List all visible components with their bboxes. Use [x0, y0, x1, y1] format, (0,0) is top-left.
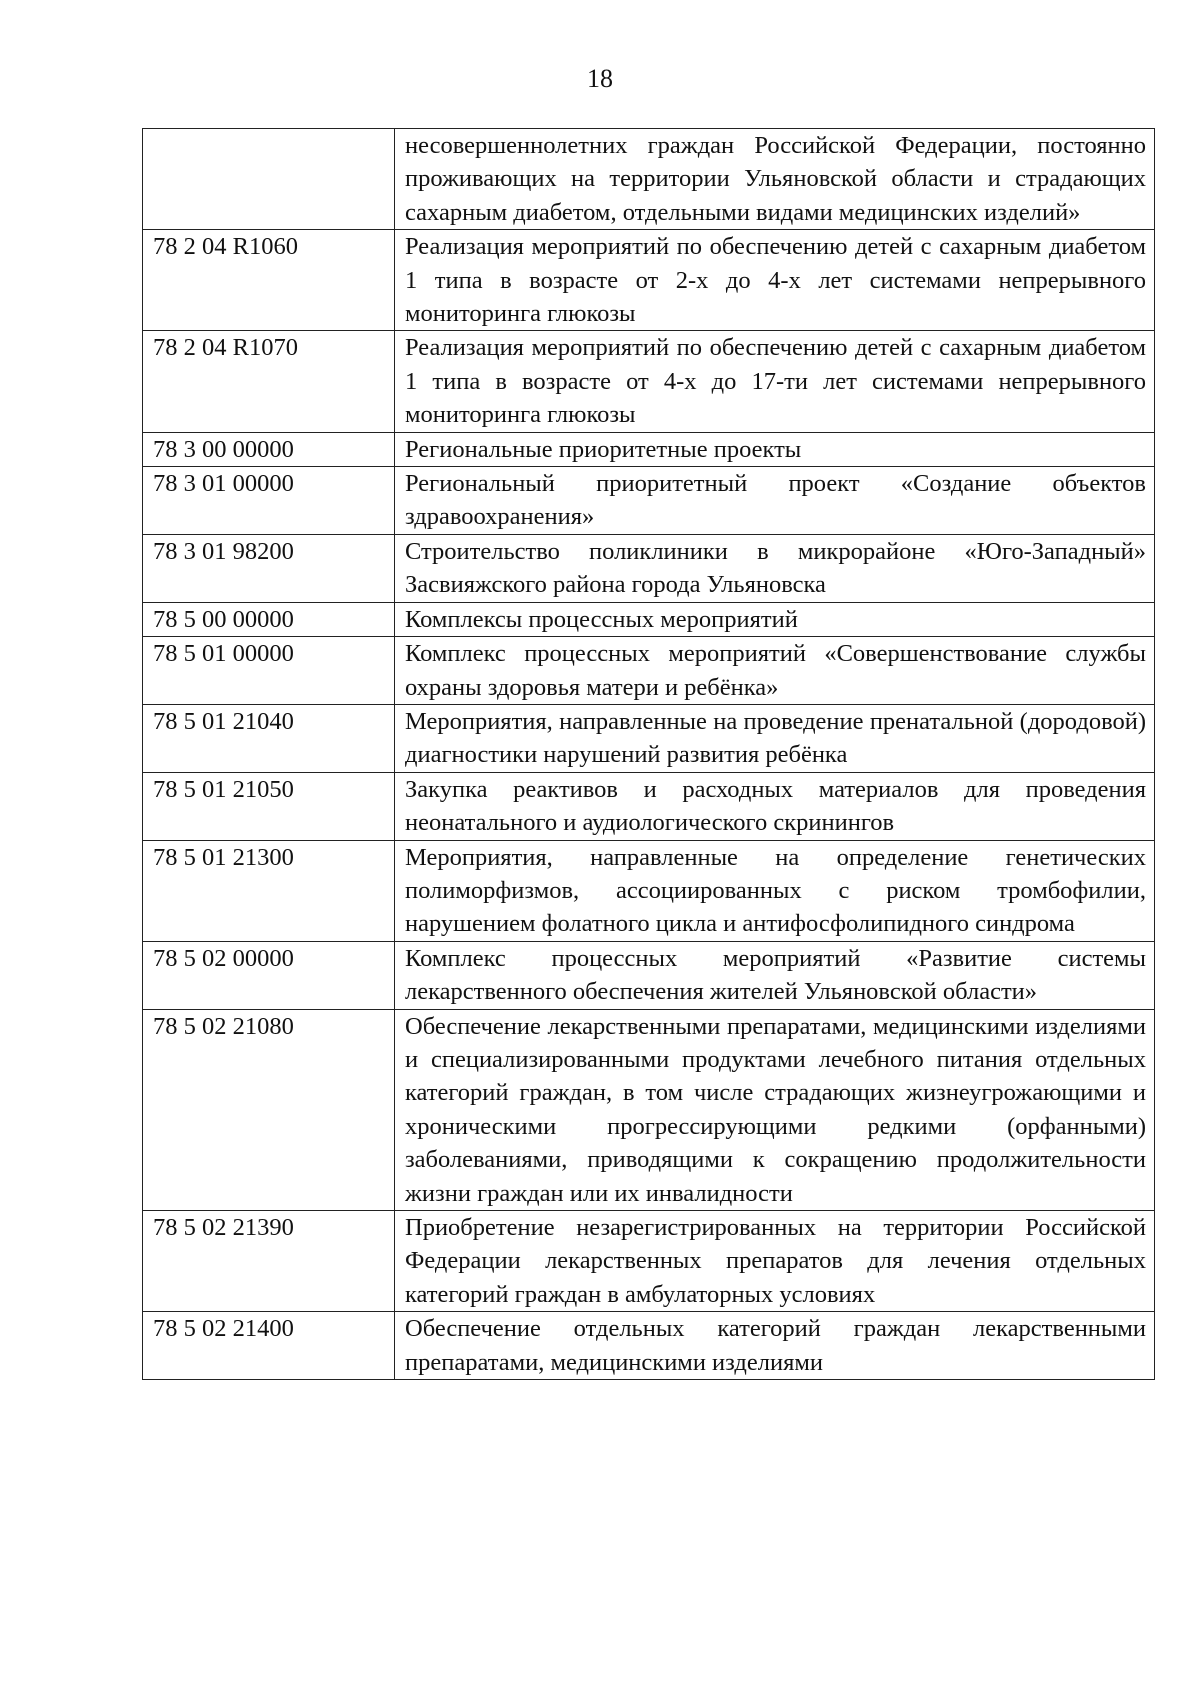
budget-code-table: [142, 128, 1155, 1380]
description-cell: несовершеннолетних граждан Российской Федерации, постоянно проживающих на территории Ульяновской области и страдающих сахарным диабетом, отдельными видами медицинских изделий»: [395, 129, 1155, 230]
table-row: [143, 432, 1155, 466]
table-body: [143, 129, 1155, 1380]
code-cell: 78 5 02 21080: [143, 1009, 395, 1210]
description-cell: Комплексы процессных мероприятий: [395, 602, 1155, 636]
description-cell: Строительство поликлиники в микрорайоне «Юго-Западный» Засвияжского района города Ульяновска: [395, 534, 1155, 602]
description-cell: Региональный приоритетный проект «Создание объектов здравоохранения»: [395, 467, 1155, 535]
description-cell: Мероприятия, направленные на определение генетических полиморфизмов, ассоциированных с риском тромбофилии, нарушением фолатного цикла и антифосфолипидного синдрома: [395, 840, 1155, 941]
code-cell: 78 5 02 00000: [143, 941, 395, 1009]
table-row: [143, 704, 1155, 772]
code-cell: 78 3 01 98200: [143, 534, 395, 602]
description-cell: Обеспечение отдельных категорий граждан лекарственными препаратами, медицинскими изделиями: [395, 1312, 1155, 1380]
code-cell: 78 5 01 21040: [143, 704, 395, 772]
table-row: [143, 1211, 1155, 1312]
table-row: [143, 772, 1155, 840]
table-row: [143, 1009, 1155, 1210]
description-cell: Закупка реактивов и расходных материалов для проведения неонатального и аудиологического скринингов: [395, 772, 1155, 840]
description-cell: Приобретение незарегистрированных на территории Российской Федерации лекарственных препаратов для лечения отдельных категорий граждан в амбулаторных условиях: [395, 1211, 1155, 1312]
code-cell: 78 2 04 R1070: [143, 331, 395, 432]
description-cell: Реализация мероприятий по обеспечению детей с сахарным диабетом 1 типа в возрасте от 2-х до 4-х лет системами непрерывного мониторинга глюкозы: [395, 230, 1155, 331]
table-row: [143, 467, 1155, 535]
description-cell: Обеспечение лекарственными препаратами, медицинскими изделиями и специализированными продуктами лечебного питания отдельных категорий граждан, в том числе страдающих жизнеугрожающими и хроническими прогрессирующими редкими (орфанными) заболеваниями, приводящими к сокращению продолжительности жизни граждан или их инвалидности: [395, 1009, 1155, 1210]
code-cell: 78 5 01 00000: [143, 637, 395, 705]
code-cell: 78 5 00 00000: [143, 602, 395, 636]
code-cell: 78 5 01 21050: [143, 772, 395, 840]
table-row: [143, 331, 1155, 432]
code-cell: 78 5 01 21300: [143, 840, 395, 941]
code-cell: 78 5 02 21390: [143, 1211, 395, 1312]
code-cell: 78 3 01 00000: [143, 467, 395, 535]
code-cell: 78 2 04 R1060: [143, 230, 395, 331]
code-cell: [143, 129, 395, 230]
description-cell: Комплекс процессных мероприятий «Развитие системы лекарственного обеспечения жителей Ульяновской области»: [395, 941, 1155, 1009]
description-cell: Региональные приоритетные проекты: [395, 432, 1155, 466]
description-cell: Мероприятия, направленные на проведение пренатальной (дородовой) диагностики нарушений развития ребёнка: [395, 704, 1155, 772]
code-cell: 78 3 00 00000: [143, 432, 395, 466]
page-number: 18: [587, 64, 613, 93]
description-cell: Комплекс процессных мероприятий «Совершенствование службы охраны здоровья матери и ребёнка»: [395, 637, 1155, 705]
table-row: [143, 941, 1155, 1009]
description-cell: Реализация мероприятий по обеспечению детей с сахарным диабетом 1 типа в возрасте от 4-х до 17-ти лет системами непрерывного мониторинга глюкозы: [395, 331, 1155, 432]
table-row: [143, 230, 1155, 331]
table-row: [143, 1312, 1155, 1380]
table-row: [143, 840, 1155, 941]
table-row: [143, 129, 1155, 230]
code-cell: 78 5 02 21400: [143, 1312, 395, 1380]
table-row: [143, 602, 1155, 636]
table-row: [143, 637, 1155, 705]
table-row: [143, 534, 1155, 602]
